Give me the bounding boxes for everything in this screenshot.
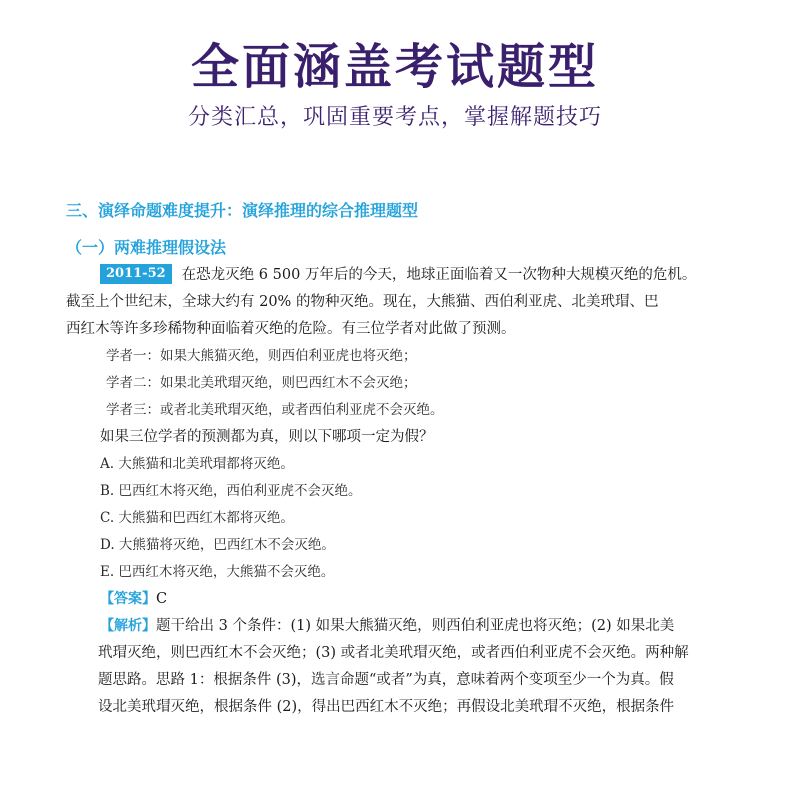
hero-subtitle: 分类汇总，巩固重要考点，掌握解题技巧 — [187, 105, 602, 130]
option-d: D. 大熊猫将灭绝，巴西红木不会灭绝。 — [100, 537, 335, 553]
scholar-prediction: 学者一：如果大熊猫灭绝，则西伯利亚虎也将灭绝； — [106, 348, 417, 364]
stem-text: 在恐龙灭绝 6 500 万年后的今天，地球正面临着又一次物种大规模灭绝的危机。 — [181, 267, 697, 283]
option-c: C. 大熊猫和巴西红木都将灭绝。 — [100, 510, 294, 526]
answer-label: 【答案】 — [100, 591, 156, 607]
option-e: E. 巴西红木将灭绝，大熊猫不会灭绝。 — [100, 564, 335, 580]
analysis-text: 题干给出 3 个条件：(1) 如果大熊猫灭绝，则西伯利亚虎也将灭绝；(2) 如果北美 — [156, 618, 675, 634]
answer-value: C — [156, 591, 168, 607]
option-a: A. 大熊猫和北美玳瑁都将灭绝。 — [100, 456, 294, 472]
stem-line — [100, 262, 722, 289]
stem-line: 截至上个世纪末，全球大约有 20% 的物种灭绝。现在，大熊猫、西伯利亚虎、北美玳瑁、巴 — [66, 294, 659, 310]
analysis-label: 【解析】 — [100, 618, 156, 634]
question-body — [66, 262, 722, 721]
section-title: 三、演绎命题难度提升：演绎推理的综合推理题型 — [66, 201, 419, 220]
answer-line — [100, 586, 722, 613]
hero-title: 全面涵盖考试题型 — [190, 39, 599, 95]
question-text: 如果三位学者的预测都为真，则以下哪项一定为假？ — [100, 429, 434, 445]
scholar-prediction: 学者二：如果北美玳瑁灭绝，则巴西红木不会灭绝； — [106, 375, 417, 391]
stem-line: 西红木等许多珍稀物种面临着灭绝的危险。有三位学者对此做了预测。 — [66, 321, 516, 337]
question-id-badge: 2011-52 — [100, 264, 172, 284]
analysis-line — [100, 613, 722, 640]
analysis-line: 设北美玳瑁灭绝，根据条件 (2)，得出巴西红木不灭绝；再假设北美玳瑁不灭绝，根据条件 — [98, 699, 675, 715]
subsection-title: （一）两难推理假设法 — [66, 238, 227, 257]
analysis-line: 玳瑁灭绝，则巴西红木不会灭绝；(3) 或者北美玳瑁灭绝，或者西伯利亚虎不会灭绝。两种解 — [98, 645, 689, 661]
scholar-prediction: 学者三：或者北美玳瑁灭绝，或者西伯利亚虎不会灭绝。 — [106, 402, 444, 418]
analysis-line: 题思路。思路 1：根据条件 (3)，选言命题“或者”为真，意味着两个变项至少一个为真。假 — [98, 672, 674, 688]
option-b: B. 巴西红木将灭绝，西伯利亚虎不会灭绝。 — [100, 483, 362, 499]
